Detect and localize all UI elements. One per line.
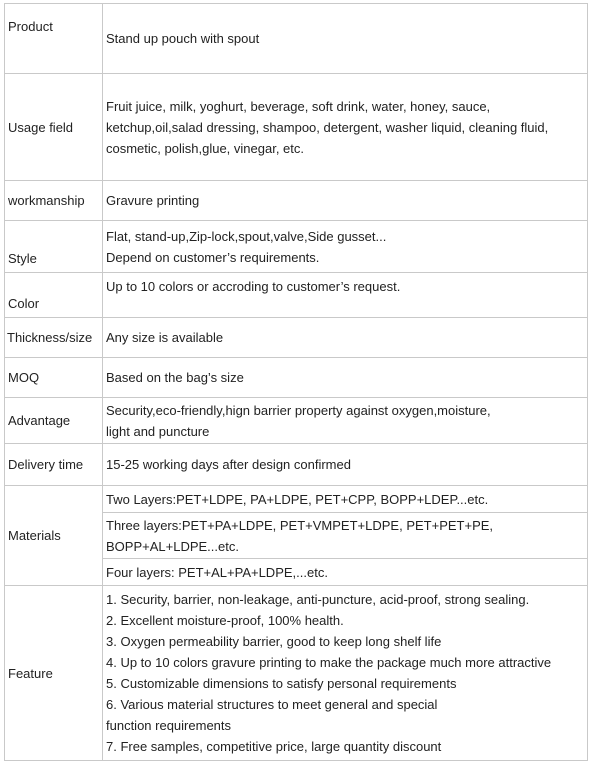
value-text: Four layers: PET+AL+PA+LDPE,...etc. <box>106 564 328 580</box>
row-value-advantage <box>103 398 588 444</box>
value-text: Gravure printing <box>106 193 200 208</box>
label-text: workmanship <box>8 193 85 208</box>
value-text: Two Layers:PET+LDPE, PA+LDPE, PET+CPP, BOPP+LDEP...etc. <box>106 491 489 507</box>
value-line: Depend on customer’s requirements. <box>106 249 320 265</box>
value-line: 1. Security, barrier, non-leakage, anti-puncture, acid-proof, strong sealing. <box>106 592 530 607</box>
row-value-materials-three <box>103 513 588 559</box>
table-row-product <box>5 4 588 74</box>
row-value-style <box>103 221 588 273</box>
value-text: Stand up pouch with spout <box>106 31 260 46</box>
row-value-delivery <box>103 444 588 486</box>
label-text: Usage field <box>8 119 74 135</box>
table-row-style <box>5 221 588 273</box>
row-value-thickness <box>103 318 588 358</box>
value-line: cosmetic, polish,glue, vinegar, etc. <box>106 140 304 156</box>
label-text: Feature <box>8 665 53 681</box>
value-line: 5. Customizable dimensions to satisfy personal requirements <box>106 676 457 691</box>
label-text: Materials <box>8 528 61 543</box>
row-label-materials <box>5 486 103 586</box>
value-line: 2. Excellent moisture-proof, 100% health. <box>106 613 344 628</box>
row-label-feature <box>5 586 103 761</box>
value-line: Fruit juice, milk, yoghurt, beverage, soft drink, water, honey, sauce, <box>106 98 491 114</box>
label-text: Product <box>8 19 53 34</box>
row-label-moq <box>5 358 103 398</box>
value-line: ketchup,oil,salad dressing, shampoo, detergent, washer liquid, cleaning fluid, <box>106 119 549 135</box>
label-text: Style <box>8 251 37 266</box>
label-text: Color <box>8 296 40 311</box>
label-text: Thickness/size <box>7 330 93 345</box>
row-value-materials-two <box>103 486 588 513</box>
value-line: Three layers:PET+PA+LDPE, PET+VMPET+LDPE, PET+PET+PE, <box>106 517 494 533</box>
row-value-materials-four <box>103 559 588 586</box>
row-value-color <box>103 273 588 318</box>
label-text: Delivery time <box>8 457 84 472</box>
value-text: 15-25 working days after design confirmed <box>106 457 351 472</box>
value-text: Up to 10 colors or accroding to customer’s request. <box>106 279 401 294</box>
value-text: Any size is available <box>106 330 224 345</box>
row-label-workmanship <box>5 181 103 221</box>
table-row-moq <box>5 358 588 398</box>
row-label-delivery <box>5 444 103 486</box>
value-text: Based on the bag’s size <box>106 370 244 385</box>
value-line: light and puncture <box>106 423 210 439</box>
label-text: Advantage <box>8 413 71 428</box>
table-row-materials-two <box>5 486 588 513</box>
value-line: Flat, stand-up,Zip-lock,spout,valve,Side gusset... <box>106 228 387 244</box>
table-row-color <box>5 273 588 318</box>
value-line: 6. Various material structures to meet general and special <box>106 697 438 712</box>
row-label-advantage <box>5 398 103 444</box>
row-label-usage <box>5 74 103 181</box>
row-label-style <box>5 221 103 273</box>
value-line: 4. Up to 10 colors gravure printing to make the package much more attractive <box>106 655 552 670</box>
row-label-product <box>5 4 103 74</box>
row-value-workmanship <box>103 181 588 221</box>
row-value-moq <box>103 358 588 398</box>
value-line: 7. Free samples, competitive price, large quantity discount <box>106 739 442 754</box>
table-row-thickness <box>5 318 588 358</box>
value-line: 3. Oxygen permeability barrier, good to keep long shelf life <box>106 634 442 649</box>
label-text: MOQ <box>8 370 40 385</box>
table-row-usage <box>5 74 588 181</box>
value-line: Security,eco-friendly,hign barrier property against oxygen,moisture, <box>106 402 491 418</box>
row-label-color <box>5 273 103 318</box>
value-line: function requirements <box>106 718 232 733</box>
row-label-thickness <box>5 318 103 358</box>
table-row-delivery <box>5 444 588 486</box>
table-row-advantage <box>5 398 588 444</box>
value-line: BOPP+AL+LDPE...etc. <box>106 538 239 554</box>
table-row-feature <box>5 586 588 761</box>
spec-table <box>4 3 588 761</box>
row-value-feature <box>103 586 588 761</box>
table-row-workmanship <box>5 181 588 221</box>
row-value-usage <box>103 74 588 181</box>
row-value-product <box>103 4 588 74</box>
